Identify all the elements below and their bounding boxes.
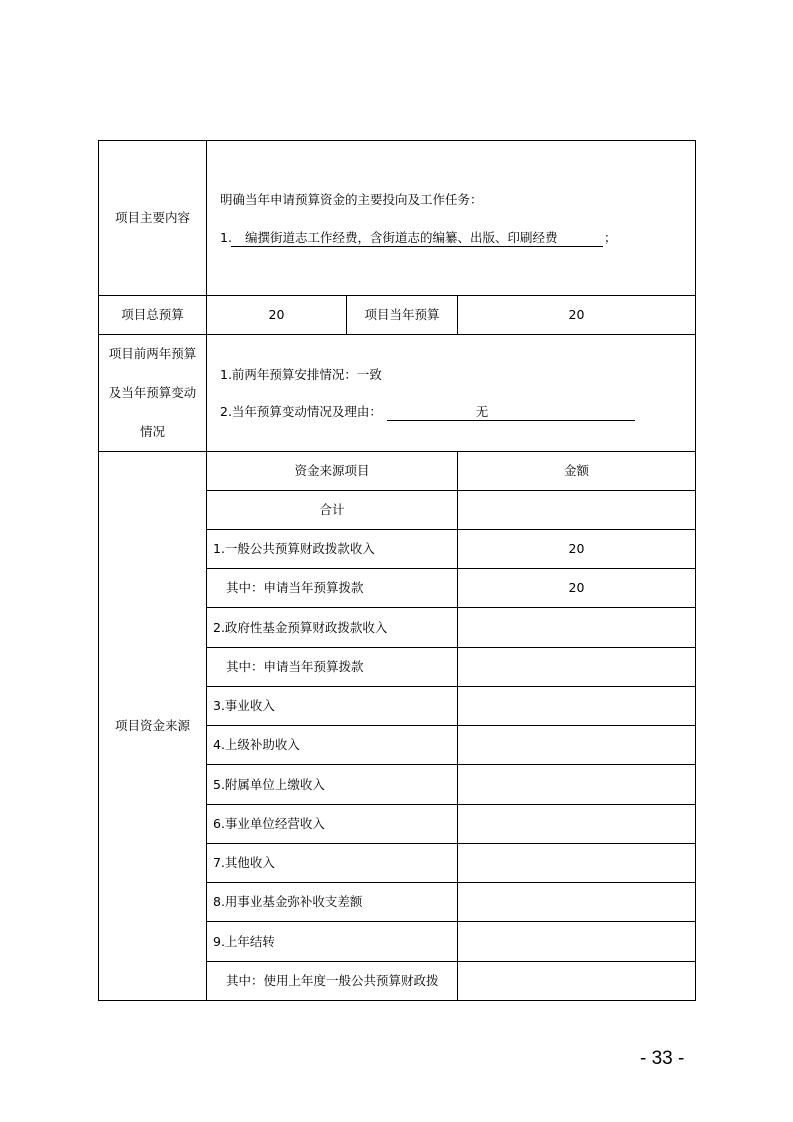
current-budget-value: 20	[568, 307, 585, 322]
funding-source-label: 项目资金来源	[114, 718, 190, 733]
budget-change-label-line1: 项目前两年预算	[108, 346, 197, 361]
budget-change-label-line3: 情况	[139, 424, 165, 439]
current-budget-label: 项目当年预算	[364, 307, 440, 322]
funding-row-name: 9.上年结转	[213, 934, 275, 949]
total-budget-value: 20	[268, 307, 285, 322]
project-content-item-end: ；	[604, 230, 617, 245]
funding-row-name: 7.其他收入	[213, 855, 275, 870]
project-content-intro: 明确当年申请预算资金的主要投向及工作任务：	[220, 192, 483, 207]
funding-header-source: 资金来源项目	[294, 463, 370, 478]
funding-row-name: 1.一般公共预算财政拨款收入	[213, 541, 375, 556]
budget-change-underline	[387, 420, 635, 421]
funding-row-amount: 20	[568, 541, 585, 556]
budget-change-line2-prefix: 2.当年预算变动情况及理由：	[220, 404, 382, 419]
funding-row-name: 5.附属单位上缴收入	[213, 777, 325, 792]
funding-row-name: 2.政府性基金预算财政拨款收入	[213, 620, 388, 635]
page-number: - 33 -	[640, 1048, 685, 1069]
funding-row-name: 其中：申请当年预算拨款	[226, 580, 364, 595]
funding-row-name: 4.上级补助收入	[213, 737, 300, 752]
project-content-label: 项目主要内容	[114, 210, 190, 225]
funding-row-name: 8.用事业基金弥补收支差额	[213, 894, 363, 909]
funding-header-amount: 金额	[563, 463, 589, 478]
funding-row-amount: 20	[568, 580, 585, 595]
total-budget-label: 项目总预算	[121, 307, 184, 322]
budget-change-line2-value: 无	[475, 404, 489, 419]
project-content-item-number: 1.	[220, 230, 232, 245]
funding-row-name: 6.事业单位经营收入	[213, 816, 325, 831]
project-content-item-text: 编撰街道志工作经费，含街道志的编纂、出版、印刷经费	[245, 230, 558, 245]
funding-row-name: 合计	[319, 502, 345, 517]
project-content-underline	[231, 246, 603, 247]
budget-change-line1: 1.前两年预算安排情况：一致	[220, 367, 382, 382]
funding-row-name: 其中：申请当年预算拨款	[226, 659, 364, 674]
budget-change-label-line2: 及当年预算变动	[108, 385, 197, 400]
funding-row-name: 3.事业收入	[213, 698, 275, 713]
funding-row-name: 其中：使用上年度一般公共预算财政拨	[226, 973, 439, 988]
